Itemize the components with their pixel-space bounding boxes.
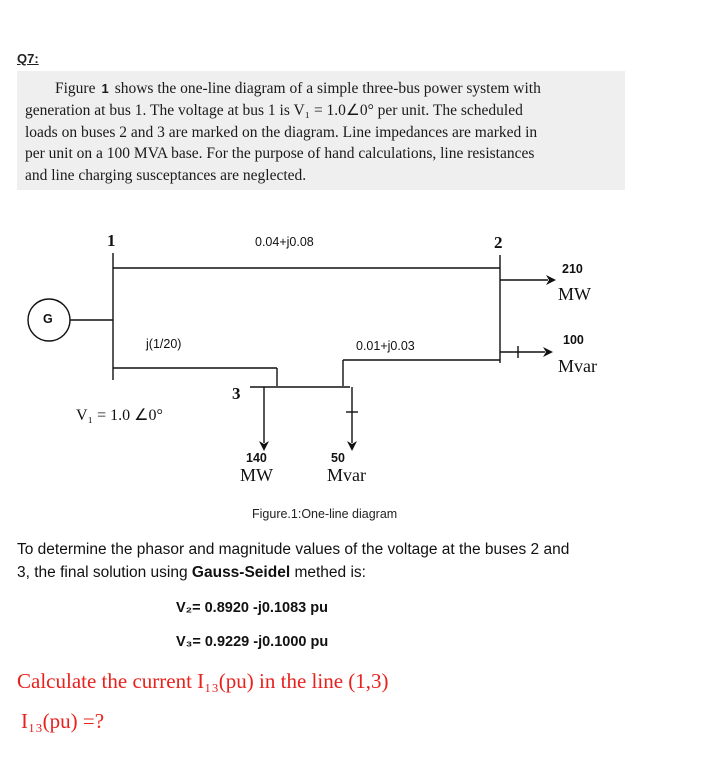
bus-1-voltage-label: V₁ = 1.0 ∠0°: [76, 407, 163, 424]
instructions-line-1: To determine the phasor and magnitude values of the voltage at the buses 2 and: [17, 541, 570, 558]
problem-line-1-rest: shows the one-line diagram of a simple three-bus power system with: [114, 80, 541, 97]
bus-3-q-value: 50: [331, 451, 345, 465]
problem-line-4: per unit on a 100 MVA base. For the purpose of hand calculations, line resistances: [25, 145, 535, 163]
bus-2-label: 2: [494, 233, 503, 252]
bus-3-p-value: 140: [246, 451, 267, 465]
bus-2-q-unit: Mvar: [558, 356, 597, 376]
instructions: [17, 539, 697, 584]
line-1-3-impedance: j(1/20): [146, 337, 182, 351]
instructions-line-2: [17, 562, 697, 585]
instructions-line-2-prefix: 3, the final solution using: [17, 563, 192, 581]
figure-number: 1: [101, 81, 109, 96]
bus-3-q-unit: Mvar: [327, 465, 366, 485]
problem-line-1: [25, 78, 625, 100]
problem-line-2: generation at bus 1. The voltage at bus 1 is V₁ = 1.0∠0° per unit. The scheduled: [25, 101, 523, 119]
answer-prompt: I₁₃(pu) =?: [21, 709, 105, 733]
solution-v2: V₂= 0.8920 -j0.1083 pu: [176, 600, 328, 616]
task-prompt: Calculate the current I₁₃(pu) in the line (1,3): [17, 669, 389, 693]
instructions-line-2-suffix: methed is:: [290, 563, 366, 581]
bus-3-label: 3: [232, 384, 241, 403]
bus-2-p-value: 210: [562, 262, 583, 276]
bus-2-q-value: 100: [563, 333, 584, 347]
figure-ref: Figure: [55, 80, 96, 97]
generator-label: G: [43, 312, 53, 326]
method-name: Gauss-Seidel: [191, 563, 291, 581]
bus-2-p-unit: MW: [558, 284, 591, 304]
bus-1-label: 1: [107, 231, 116, 250]
line-1-2-impedance: 0.04+j0.08: [255, 235, 314, 249]
question-label: Q7:: [17, 51, 39, 66]
solution-v3: V₃= 0.9229 -j0.1000 pu: [176, 634, 329, 650]
problem-line-5: and line charging susceptances are neglected.: [25, 167, 307, 185]
problem-line-3: loads on buses 2 and 3 are marked on the diagram. Line impedances are marked in: [25, 123, 538, 141]
problem-statement: [25, 78, 625, 187]
line-2-3-impedance: 0.01+j0.03: [356, 339, 415, 353]
bus-3-p-unit: MW: [240, 465, 273, 485]
figure-caption: Figure.1:One-line diagram: [252, 507, 398, 521]
